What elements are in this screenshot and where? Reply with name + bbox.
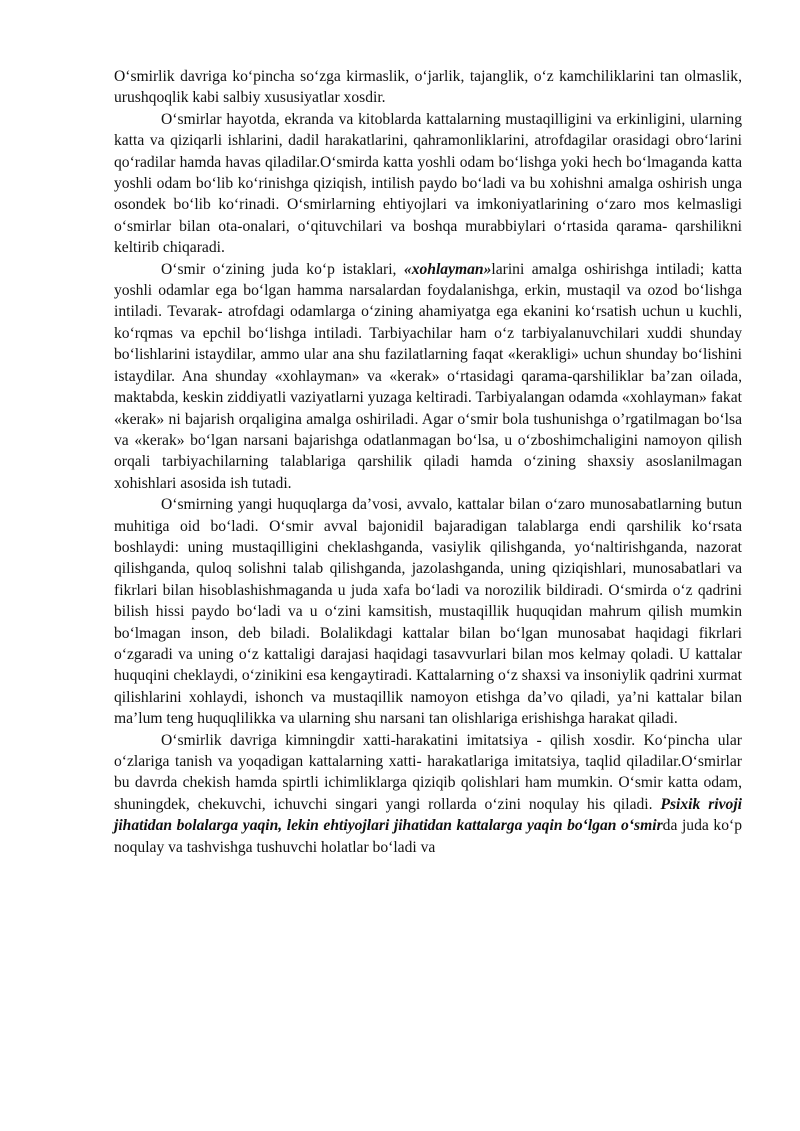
paragraph-1: [114, 66, 742, 109]
paragraph-5: [114, 730, 742, 858]
paragraph-5-text-a: O‘smirlik davriga kimningdir xatti-harakatini imitatsiya - qilish xosdir. Ko‘pincha ular o‘zlariga tanish va yoqadigan kattalarning xatti- harakatlariga imitatsiya, taqlid qiladilar.O‘smirlar bu davrda chekish hamda spirtli ichimliklarga qiziqib qolishlari ham mumkin. O‘smir katta odam, shuningdek, chekuvchi, ichuvchi singari yangi rollarda o‘zini noqulay his qiladi.: [114, 731, 742, 813]
paragraph-5-text-b: da juda ko‘p noqulay va tashvishga tushuvchi holatlar bo‘ladi va: [114, 817, 742, 856]
paragraph-4: [114, 494, 742, 729]
paragraph-2: [114, 109, 742, 259]
document-page: [114, 66, 742, 858]
paragraph-2-text: O‘smirlar hayotda, ekranda va kitoblarda kattalarning mustaqilligini va erkinligini, ularning katta va qiziqarli ishlarini, dadil harakatlarini, qahramonliklarini, atrofdagilar orasidagi obro‘larini qo‘radilar hamda havas qiladilar.O‘smirda katta yoshli odam bo‘lishga yoki hech bo‘lmaganda katta yoshli odam bo‘lib ko‘rinishga qiziqish, intilish paydo bo‘ladi va bu xohishni amalga oshirish unga osondek bo‘lib ko‘rinadi. O‘smirlarning ehtiyojlari va imkoniyatlarining o‘zaro mos kelmasligi o‘smirlar bilan ota-onalari, o‘qituvchilari va boshqa murabbiylari o‘rtasida qarama- qarshilikni keltirib chiqaradi.: [114, 110, 742, 257]
paragraph-3-text-a: O‘smir o‘zining juda ko‘p istaklari,: [161, 260, 404, 278]
paragraph-4-text: O‘smirning yangi huquqlarga da’vosi, avvalo, kattalar bilan o‘zaro munosabatlarning butun muhitiga oid bo‘ladi. O‘smir avval bajonidil bajaradigan talablarga endi qarshilik ko‘rsata boshlaydi: uning mustaqilligini cheklashganda, vasiylik qilishganda, yo‘naltirishganda, nazorat qilishganda, quloq solishni talab qilishganda, jazolashganda, uning qiziqishlari, munosabatlari va fikrlari bilan hisoblashishmaganda u juda xafa bo‘ladi va norozilik bildiradi. O‘smirda o‘z qadrini bilish hissi paydo bo‘ladi va u o‘zini kamsitish, mustaqillik huquqidan mahrum qilish mumkin bo‘lmagan inson, deb biladi. Bolalikdagi kattalar bilan bo‘lgan munosabat haqidagi fikrlari o‘zgaradi va uning o‘z kattaligi darajasi haqidagi tasavvurlari bilan mos kelmay qoladi. U kattalar huquqini cheklaydi, o‘zinikini esa kengaytiradi. Kattalarning o‘z shaxsi va insoniylik qadrini xurmat qilishlarini xohlaydi, ishonch va mustaqillik namoyon etishga da’vo qiladi, ya’ni kattalar bilan ma’lum teng huquqlilikka va ularning shu narsani tan olishlariga erishishga harakat qiladi.: [114, 496, 742, 728]
paragraph-3-emphasis: «xohlayman»: [403, 260, 492, 278]
paragraph-3: [114, 259, 742, 494]
paragraph-1-text: O‘smirlik davriga ko‘pincha so‘zga kirmaslik, o‘jarlik, tajanglik, o‘z kamchiliklarini tan olmaslik, urushqoqlik kabi salbiy xususiyatlar xosdir.: [114, 68, 742, 107]
paragraph-3-text-b: larini amalga oshirishga intiladi; katta yoshli odamlar ega bo‘lgan hamma narsalardan foydalanishga, erkin, mustaqil va ozod bo‘lishga intiladi. Tevarak- atrofdagi odamlarga o‘zining ahamiyatga ega ekanini ko‘rsatish uchun u kuchli, ko‘rqmas va epchil bo‘lishga intiladi. Tarbiyachilar ham o‘z tarbiyalanuvchilari xuddi shunday bo‘lishlarini istaydilar, ammo ular ana shu fazilatlarning faqat «kerakligi» uchun shunday bo‘lishini istaydilar. Ana shunday «xohlayman» va «kerak» o‘rtasidagi qarama-qarshiliklar ba’zan oilada, maktabda, keskin ziddiyatli vaziyatlarni yuzaga keltiradi. Tarbiyalangan odamda «xohlayman» fakat «kerak» ni bajarish orqaligina amalga oshiriladi. Agar o‘smir bola tushunishga o’rgatilmagan bo‘lsa va «kerak» bo‘lgan narsani bajarishga odatlanmagan bo‘lsa, u o‘zboshimchaligini namoyon qilish orqali tarbiyachilarning talablariga qarshilik qiladi hamda o‘zining shaxsiy asoslanilmagan xohishlari asosida ish tutadi.: [114, 260, 742, 492]
paragraph-5-emphasis: Psixik rivoji jihatidan bolalarga yaqin, lekin ehtiyojlari jihatidan kattalarga yaqin bo‘lgan o‘smir: [114, 795, 742, 835]
